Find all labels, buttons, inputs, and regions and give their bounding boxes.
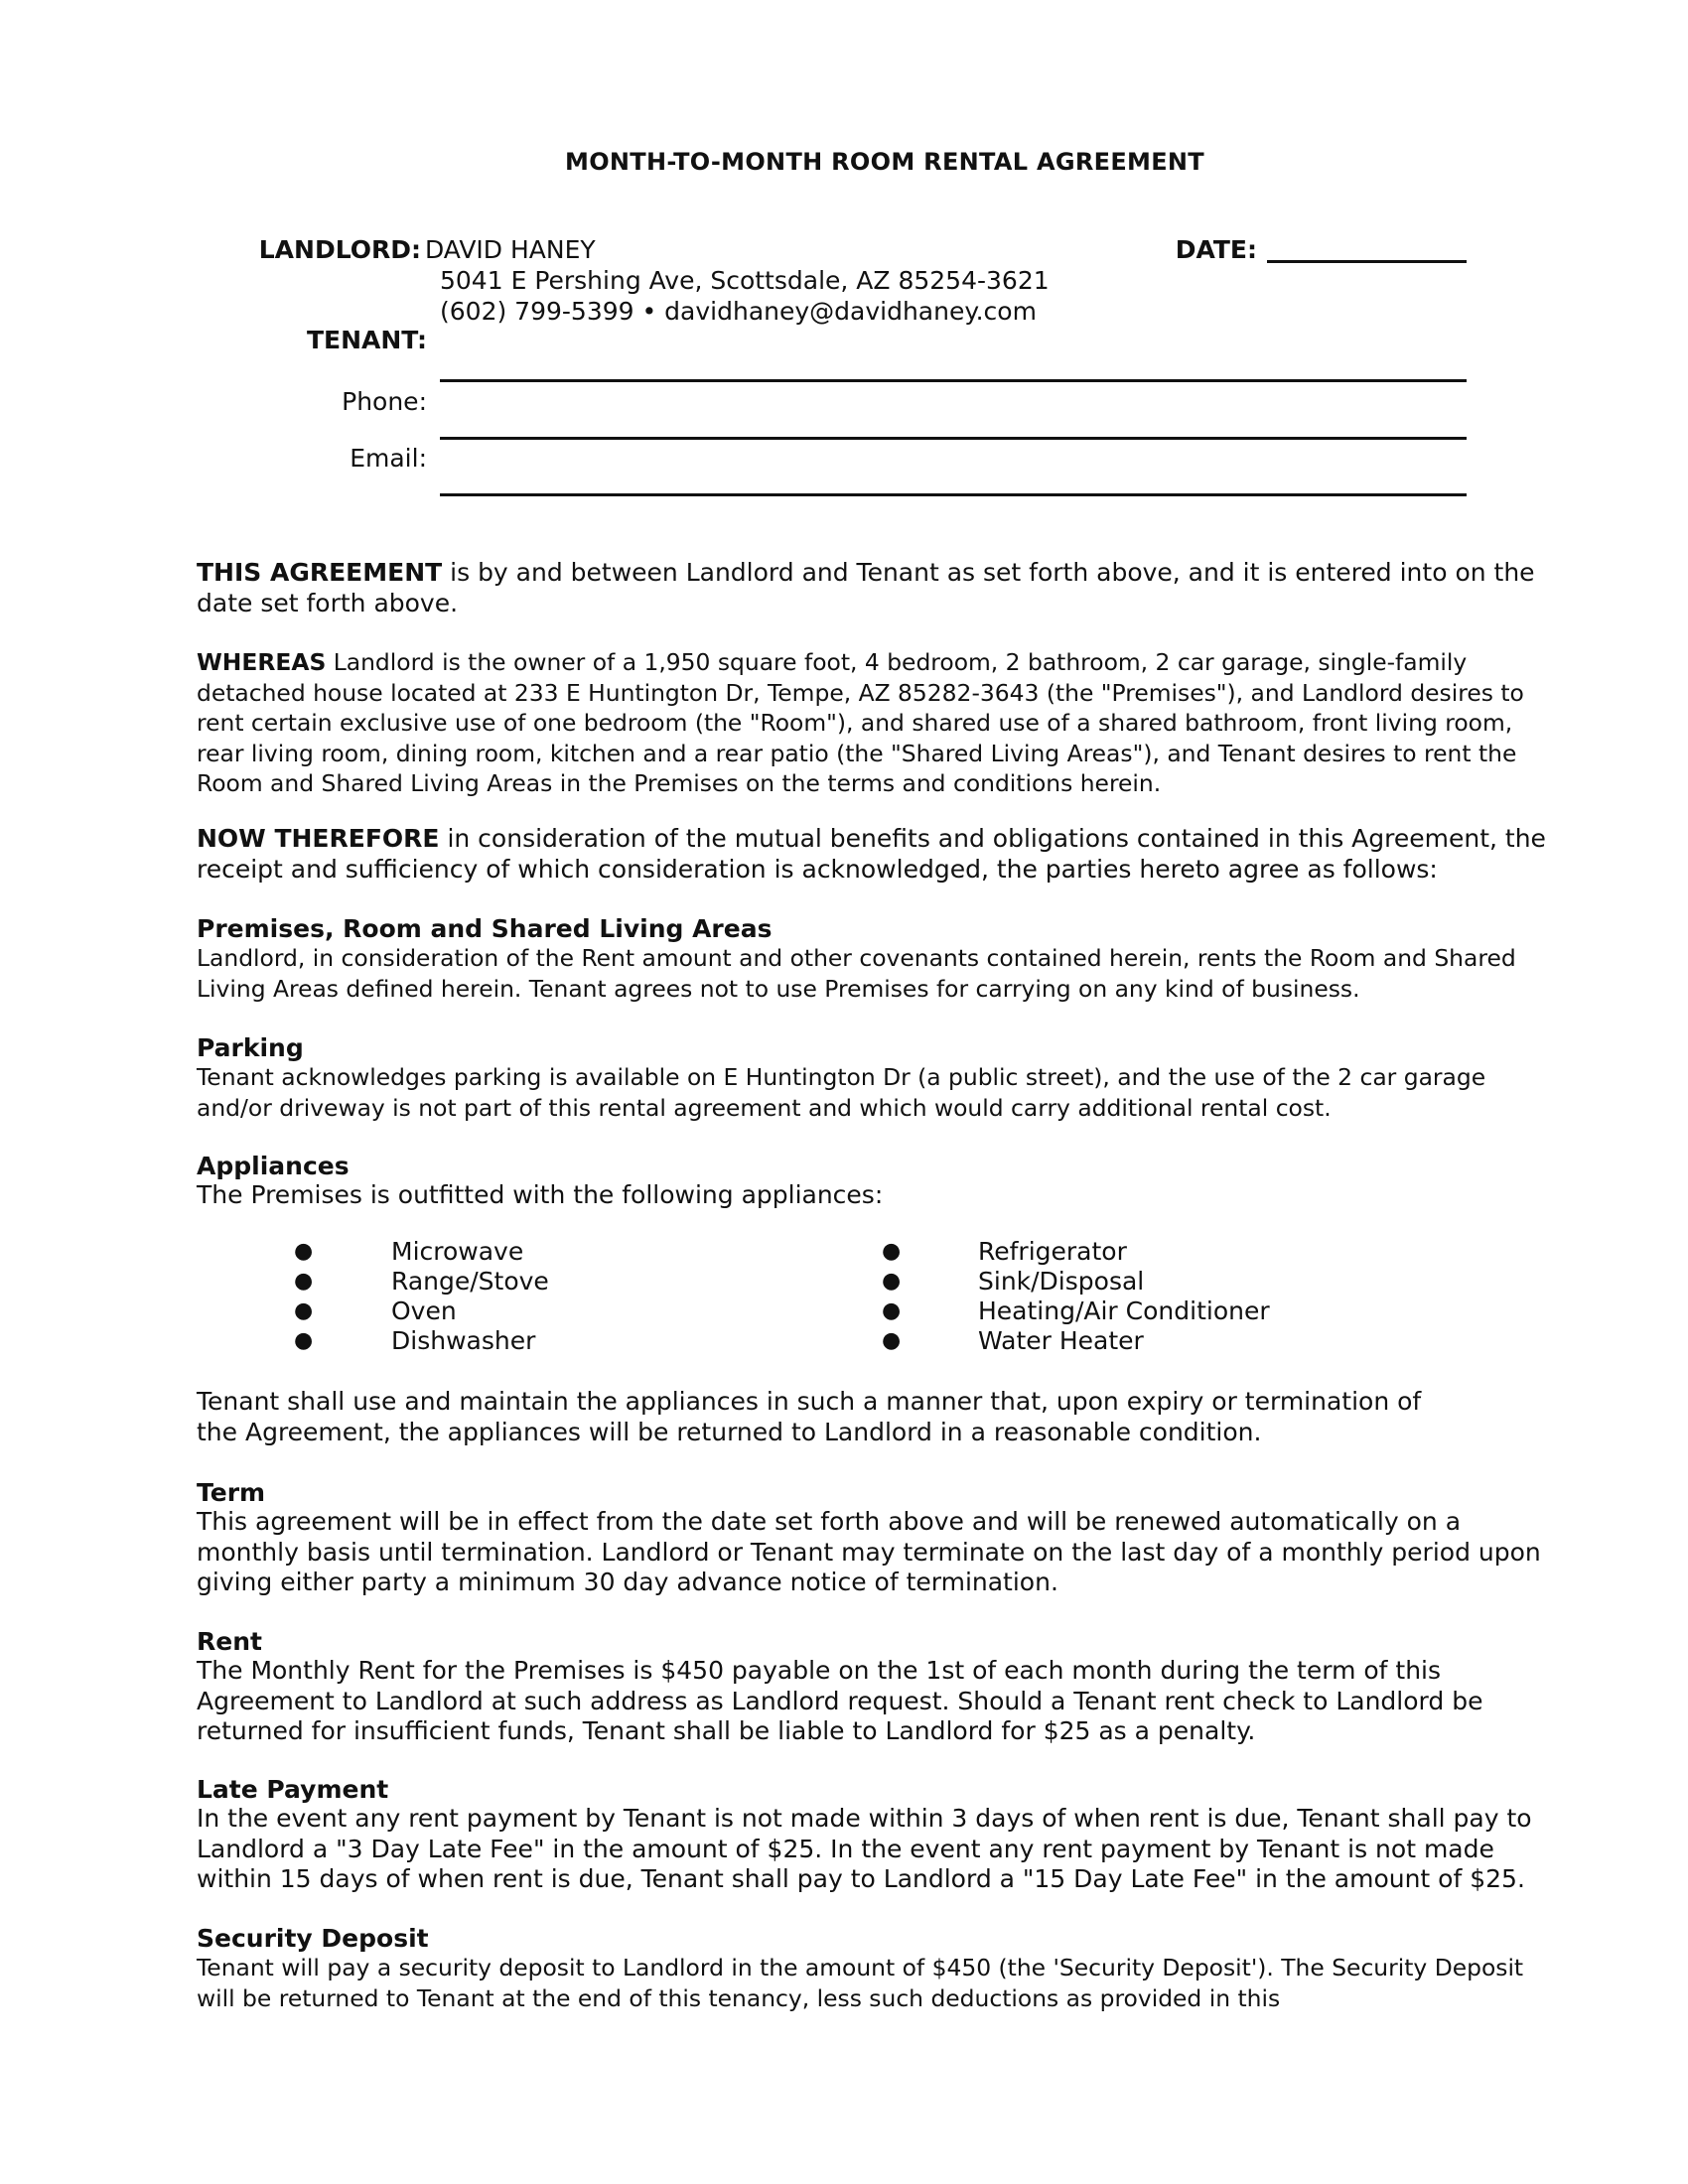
appliance-item: Range/Stove	[391, 1267, 549, 1296]
tenant-label: TENANT:	[306, 326, 427, 354]
landlord-name: DAVID HANEY	[425, 235, 596, 264]
appliance-item: Oven	[391, 1297, 457, 1325]
late-payment-text: In the event any rent payment by Tenant is not made within 3 days of when rent is due, Tenant shall pay to Landlord a "3 Day Late Fee" in the amount of $25. In the event any rent payment by Tenant is not made within 15 days of when rent is due, Tenant shall pay to Landlord a "15 Day Late Fee" in the amount of $25.	[197, 1804, 1532, 1893]
appliances-heading: Appliances	[197, 1152, 350, 1180]
parking-text: Tenant acknowledges parking is available on E Huntington Dr (a public street), and the use of the 2 car garage and/or driveway is not part of this rental agreement and which would carry additional rental cost.	[197, 1063, 1486, 1122]
agreement-paragraph	[197, 558, 1547, 618]
appliance-item: Sink/Disposal	[978, 1267, 1145, 1296]
bullet-icon: ●	[882, 1298, 902, 1323]
late-payment-heading: Late Payment	[197, 1775, 389, 1804]
whereas-lead: WHEREAS	[197, 648, 327, 676]
premises-text: Landlord, in consideration of the Rent amount and other covenants contained herein, rents the Room and Shared Living Areas defined herein. Tenant agrees not to use Premises for carrying on any kind of business.	[197, 944, 1516, 1003]
agreement-text: is by and between Landlord and Tenant as set forth above, and it is entered into on the date set forth above.	[197, 558, 1535, 617]
therefore-paragraph	[197, 824, 1547, 885]
bullet-icon: ●	[294, 1298, 314, 1323]
bullet-icon: ●	[882, 1328, 902, 1353]
appliance-item: Heating/Air Conditioner	[978, 1297, 1270, 1325]
landlord-address: 5041 E Pershing Ave, Scottsdale, AZ 85254-3621	[440, 266, 1050, 295]
landlord-label: LANDLORD:	[258, 235, 421, 264]
therefore-text: in consideration of the mutual benefits and obligations contained in this Agreement, the receipt and sufficiency of which consideration is acknowledged, the parties hereto agree as follows:	[197, 824, 1546, 884]
term-text: This agreement will be in effect from the date set forth above and will be renewed automatically on a monthly basis until termination. Landlord or Tenant may terminate on the last day of a monthly period upon giving either party a minimum 30 day advance notice of termination.	[197, 1507, 1541, 1596]
therefore-lead: NOW THEREFORE	[197, 824, 440, 853]
security-deposit-heading: Security Deposit	[197, 1924, 429, 1953]
tenant-line[interactable]	[440, 379, 1467, 382]
document-title: MONTH-TO-MONTH ROOM RENTAL AGREEMENT	[565, 148, 1204, 176]
date-label: DATE:	[1175, 235, 1257, 264]
bullet-icon: ●	[294, 1269, 314, 1294]
parking-heading: Parking	[197, 1033, 304, 1062]
bullet-icon: ●	[294, 1328, 314, 1353]
appliances-after-text: Tenant shall use and maintain the appliances in such a manner that, upon expiry or termination of the Agreement, the appliances will be returned to Landlord in a reasonable condition.	[197, 1387, 1422, 1446]
phone-line[interactable]	[440, 437, 1467, 440]
premises-heading: Premises, Room and Shared Living Areas	[197, 914, 773, 943]
whereas-paragraph	[197, 647, 1547, 799]
rent-heading: Rent	[197, 1627, 262, 1656]
bullet-icon: ●	[882, 1239, 902, 1264]
rent-text: The Monthly Rent for the Premises is $450 payable on the 1st of each month during the term of this Agreement to Landlord at such address as Landlord request. Should a Tenant rent check to Landlord be returned for insufficient funds, Tenant shall be liable to Landlord for $25 as a penalty.	[197, 1656, 1483, 1745]
appliances-intro: The Premises is outfitted with the following appliances:	[197, 1180, 884, 1209]
appliance-item: Microwave	[391, 1237, 524, 1266]
date-line[interactable]	[1267, 260, 1467, 263]
email-label: Email:	[350, 444, 427, 473]
appliance-item: Dishwasher	[391, 1326, 536, 1355]
phone-label: Phone:	[342, 387, 427, 416]
email-line[interactable]	[440, 493, 1467, 496]
agreement-lead: THIS AGREEMENT	[197, 558, 443, 587]
security-deposit-text: Tenant will pay a security deposit to Landlord in the amount of $450 (the 'Security Deposit'). The Security Deposit will be returned to Tenant at the end of this tenancy, less such deductions as provided in this	[197, 1954, 1524, 2012]
appliance-item: Refrigerator	[978, 1237, 1127, 1266]
term-heading: Term	[197, 1478, 266, 1507]
landlord-contact: (602) 799-5399 • davidhaney@davidhaney.com	[440, 297, 1037, 326]
bullet-icon: ●	[294, 1239, 314, 1264]
bullet-icon: ●	[882, 1269, 902, 1294]
appliance-item: Water Heater	[978, 1326, 1144, 1355]
whereas-text: Landlord is the owner of a 1,950 square foot, 4 bedroom, 2 bathroom, 2 car garage, single-family detached house located at 233 E Huntington Dr, Tempe, AZ 85282-3643 (the "Premises"), and Landlord desires to rent certain exclusive use of one bedroom (the "Room"), and shared use of a shared bathroom, front living room, rear living room, dining room, kitchen and a rear patio (the "Shared Living Areas"), and Tenant desires to rent the Room and Shared Living Areas in the Premises on the terms and conditions herein.	[197, 648, 1524, 797]
